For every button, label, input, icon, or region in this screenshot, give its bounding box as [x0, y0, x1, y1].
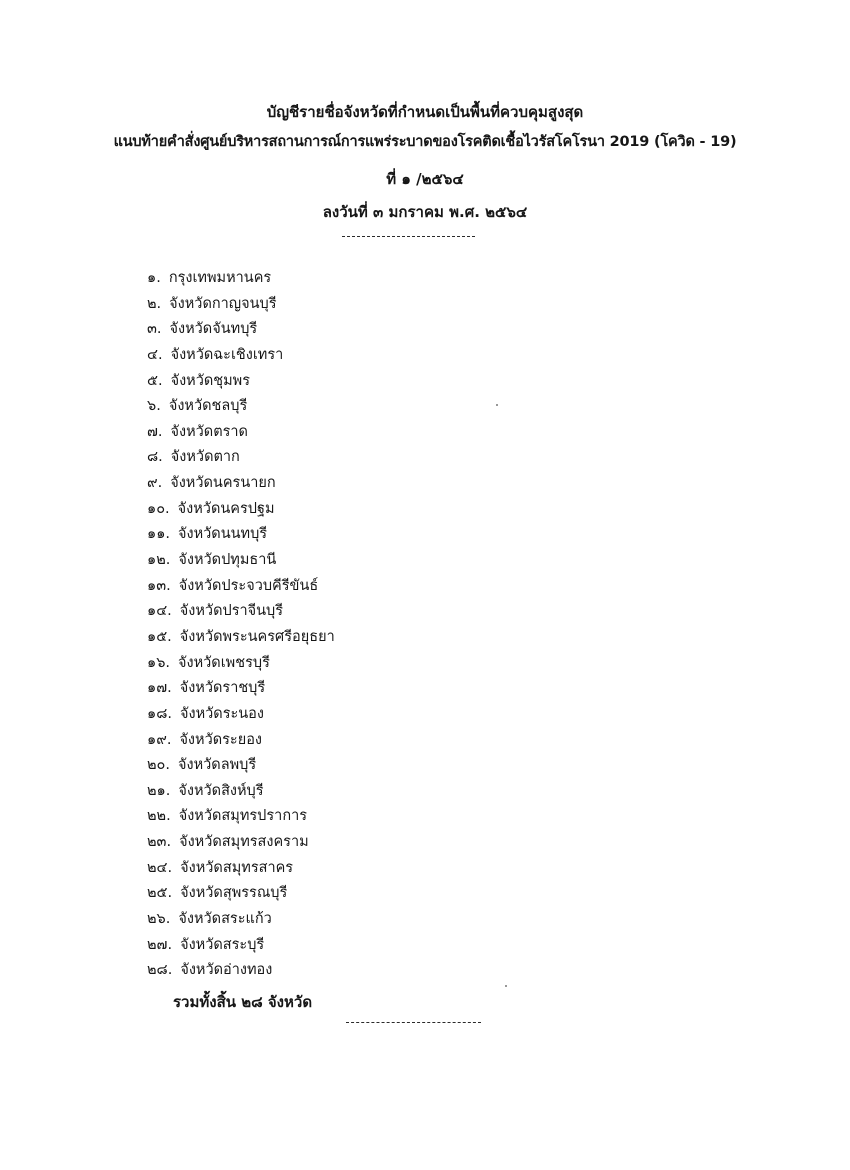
list-item-number: ๘. [147, 449, 163, 466]
list-item [147, 394, 335, 420]
list-item-number: ๑๕. [147, 628, 172, 645]
list-item [147, 804, 335, 830]
province-name: จังหวัดระยอง [179, 731, 262, 748]
province-name: จังหวัดสุพรรณบุรี [180, 885, 288, 902]
province-name: จังหวัดนนทบุรี [178, 526, 268, 543]
list-item [147, 907, 335, 933]
list-item [147, 266, 335, 292]
province-name: จังหวัดประจวบคีรีขันธ์ [178, 577, 319, 594]
list-item [147, 830, 335, 856]
province-total: รวมทั้งสิ้น ๒๘ จังหวัด [173, 993, 313, 1011]
list-item [147, 881, 335, 907]
list-item-number: ๓. [147, 321, 162, 338]
document-subtitle: แนบท้ายคำสั่งศูนย์บริหารสถานการณ์การแพร่ระบาดของโรคติดเชื้อไวรัสโคโรนา 2019 (โควิด - 19) [113, 134, 737, 150]
province-name: จังหวัดปทุมธานี [178, 552, 277, 569]
list-item [147, 728, 335, 754]
list-item-number: ๙. [147, 475, 163, 492]
document-title: บัญชีรายชื่อจังหวัดที่กำหนดเป็นพื้นที่ควบคุมสูงสุด [266, 103, 584, 121]
province-name: จังหวัดนครนายก [170, 475, 276, 492]
province-name: จังหวัดสระแก้ว [178, 911, 272, 928]
list-item [147, 445, 335, 471]
province-name: กรุงเทพมหานคร [168, 270, 272, 286]
province-name: จังหวัดสมุทรสงคราม [179, 834, 309, 851]
province-name: จังหวัดนครปฐม [177, 500, 275, 517]
list-item-number: ๒๓. [147, 834, 172, 851]
province-name: จังหวัดลพบุรี [178, 757, 257, 774]
list-item [147, 651, 335, 677]
list-item-number: ๑๑. [147, 526, 171, 543]
province-name: จังหวัดระนอง [180, 705, 264, 722]
order-date: ลงวันที่ ๓ มกราคม พ.ศ. ๒๕๖๔ [322, 203, 528, 221]
list-item-number: ๒๑. [147, 782, 171, 799]
province-name: จังหวัดสิงห์บุรี [178, 782, 264, 799]
province-name: จังหวัดราชบุรี [179, 680, 266, 697]
list-item-number: ๑๘. [147, 705, 172, 722]
list-item-number: ๖. [147, 398, 161, 415]
list-item-number: ๑๗. [147, 680, 172, 697]
list-item [147, 343, 335, 369]
province-name: จังหวัดฉะเชิงเทรา [170, 346, 284, 363]
list-item [147, 574, 335, 600]
list-item-number: ๒๖. [147, 911, 171, 928]
province-name: จังหวัดอ่างทอง [180, 962, 273, 979]
list-item [147, 779, 335, 805]
list-item-number: ๑๙. [147, 731, 172, 748]
province-name: จังหวัดกาญจนบุรี [169, 295, 277, 312]
list-item [147, 497, 335, 523]
list-item [147, 933, 335, 959]
province-name: จังหวัดพระนครศรีอยุธยา [179, 628, 335, 645]
list-item [147, 292, 335, 318]
list-item [147, 958, 335, 984]
list-item-number: ๑. [147, 270, 161, 286]
province-name: จังหวัดสมุทรปราการ [178, 808, 308, 825]
list-item-number: ๑๒. [147, 552, 171, 569]
list-item-number: ๗. [147, 423, 163, 440]
province-list [147, 266, 335, 984]
province-name: จังหวัดสมุทรสาคร [180, 859, 294, 876]
list-item-number: ๔. [147, 346, 163, 363]
list-item-number: ๑๖. [147, 654, 171, 671]
list-item [147, 753, 335, 779]
list-item [147, 369, 335, 395]
province-name: จังหวัดเพชรบุรี [178, 654, 270, 671]
province-name: จังหวัดตาก [170, 449, 240, 466]
list-item [147, 599, 335, 625]
list-item-number: ๒๐. [147, 757, 171, 774]
list-item [147, 625, 335, 651]
province-name: จังหวัดชลบุรี [168, 398, 248, 415]
list-item [147, 420, 335, 446]
province-name: จังหวัดตราด [170, 423, 248, 440]
list-item-number: ๒๕. [147, 885, 173, 902]
list-item-number: ๕. [147, 372, 163, 389]
list-item [147, 702, 335, 728]
list-item-number: ๒๘. [147, 962, 173, 979]
province-name: จังหวัดสระบุรี [180, 936, 265, 953]
list-item-number: ๒. [147, 295, 162, 312]
scan-speck [505, 985, 507, 987]
order-number: ที่ ๑ /๒๕๖๔ [386, 170, 464, 188]
list-item [147, 317, 335, 343]
list-item [147, 548, 335, 574]
province-name: จังหวัดปราจีนบุรี [179, 603, 284, 620]
list-item-number: ๒๒. [147, 808, 171, 825]
province-name: จังหวัดจันทบุรี [169, 321, 258, 338]
list-item-number: ๑๐. [147, 500, 170, 517]
list-item [147, 676, 335, 702]
list-item-number: ๑๓. [147, 577, 171, 594]
list-item [147, 522, 335, 548]
scan-speck [496, 404, 498, 406]
list-item [147, 471, 335, 497]
list-item [147, 856, 335, 882]
bottom-divider [346, 1022, 481, 1023]
province-name: จังหวัดชุมพร [170, 372, 251, 389]
list-item-number: ๑๔. [147, 603, 172, 620]
top-divider [342, 236, 475, 237]
list-item-number: ๒๔. [147, 859, 173, 876]
list-item-number: ๒๗. [147, 936, 173, 953]
